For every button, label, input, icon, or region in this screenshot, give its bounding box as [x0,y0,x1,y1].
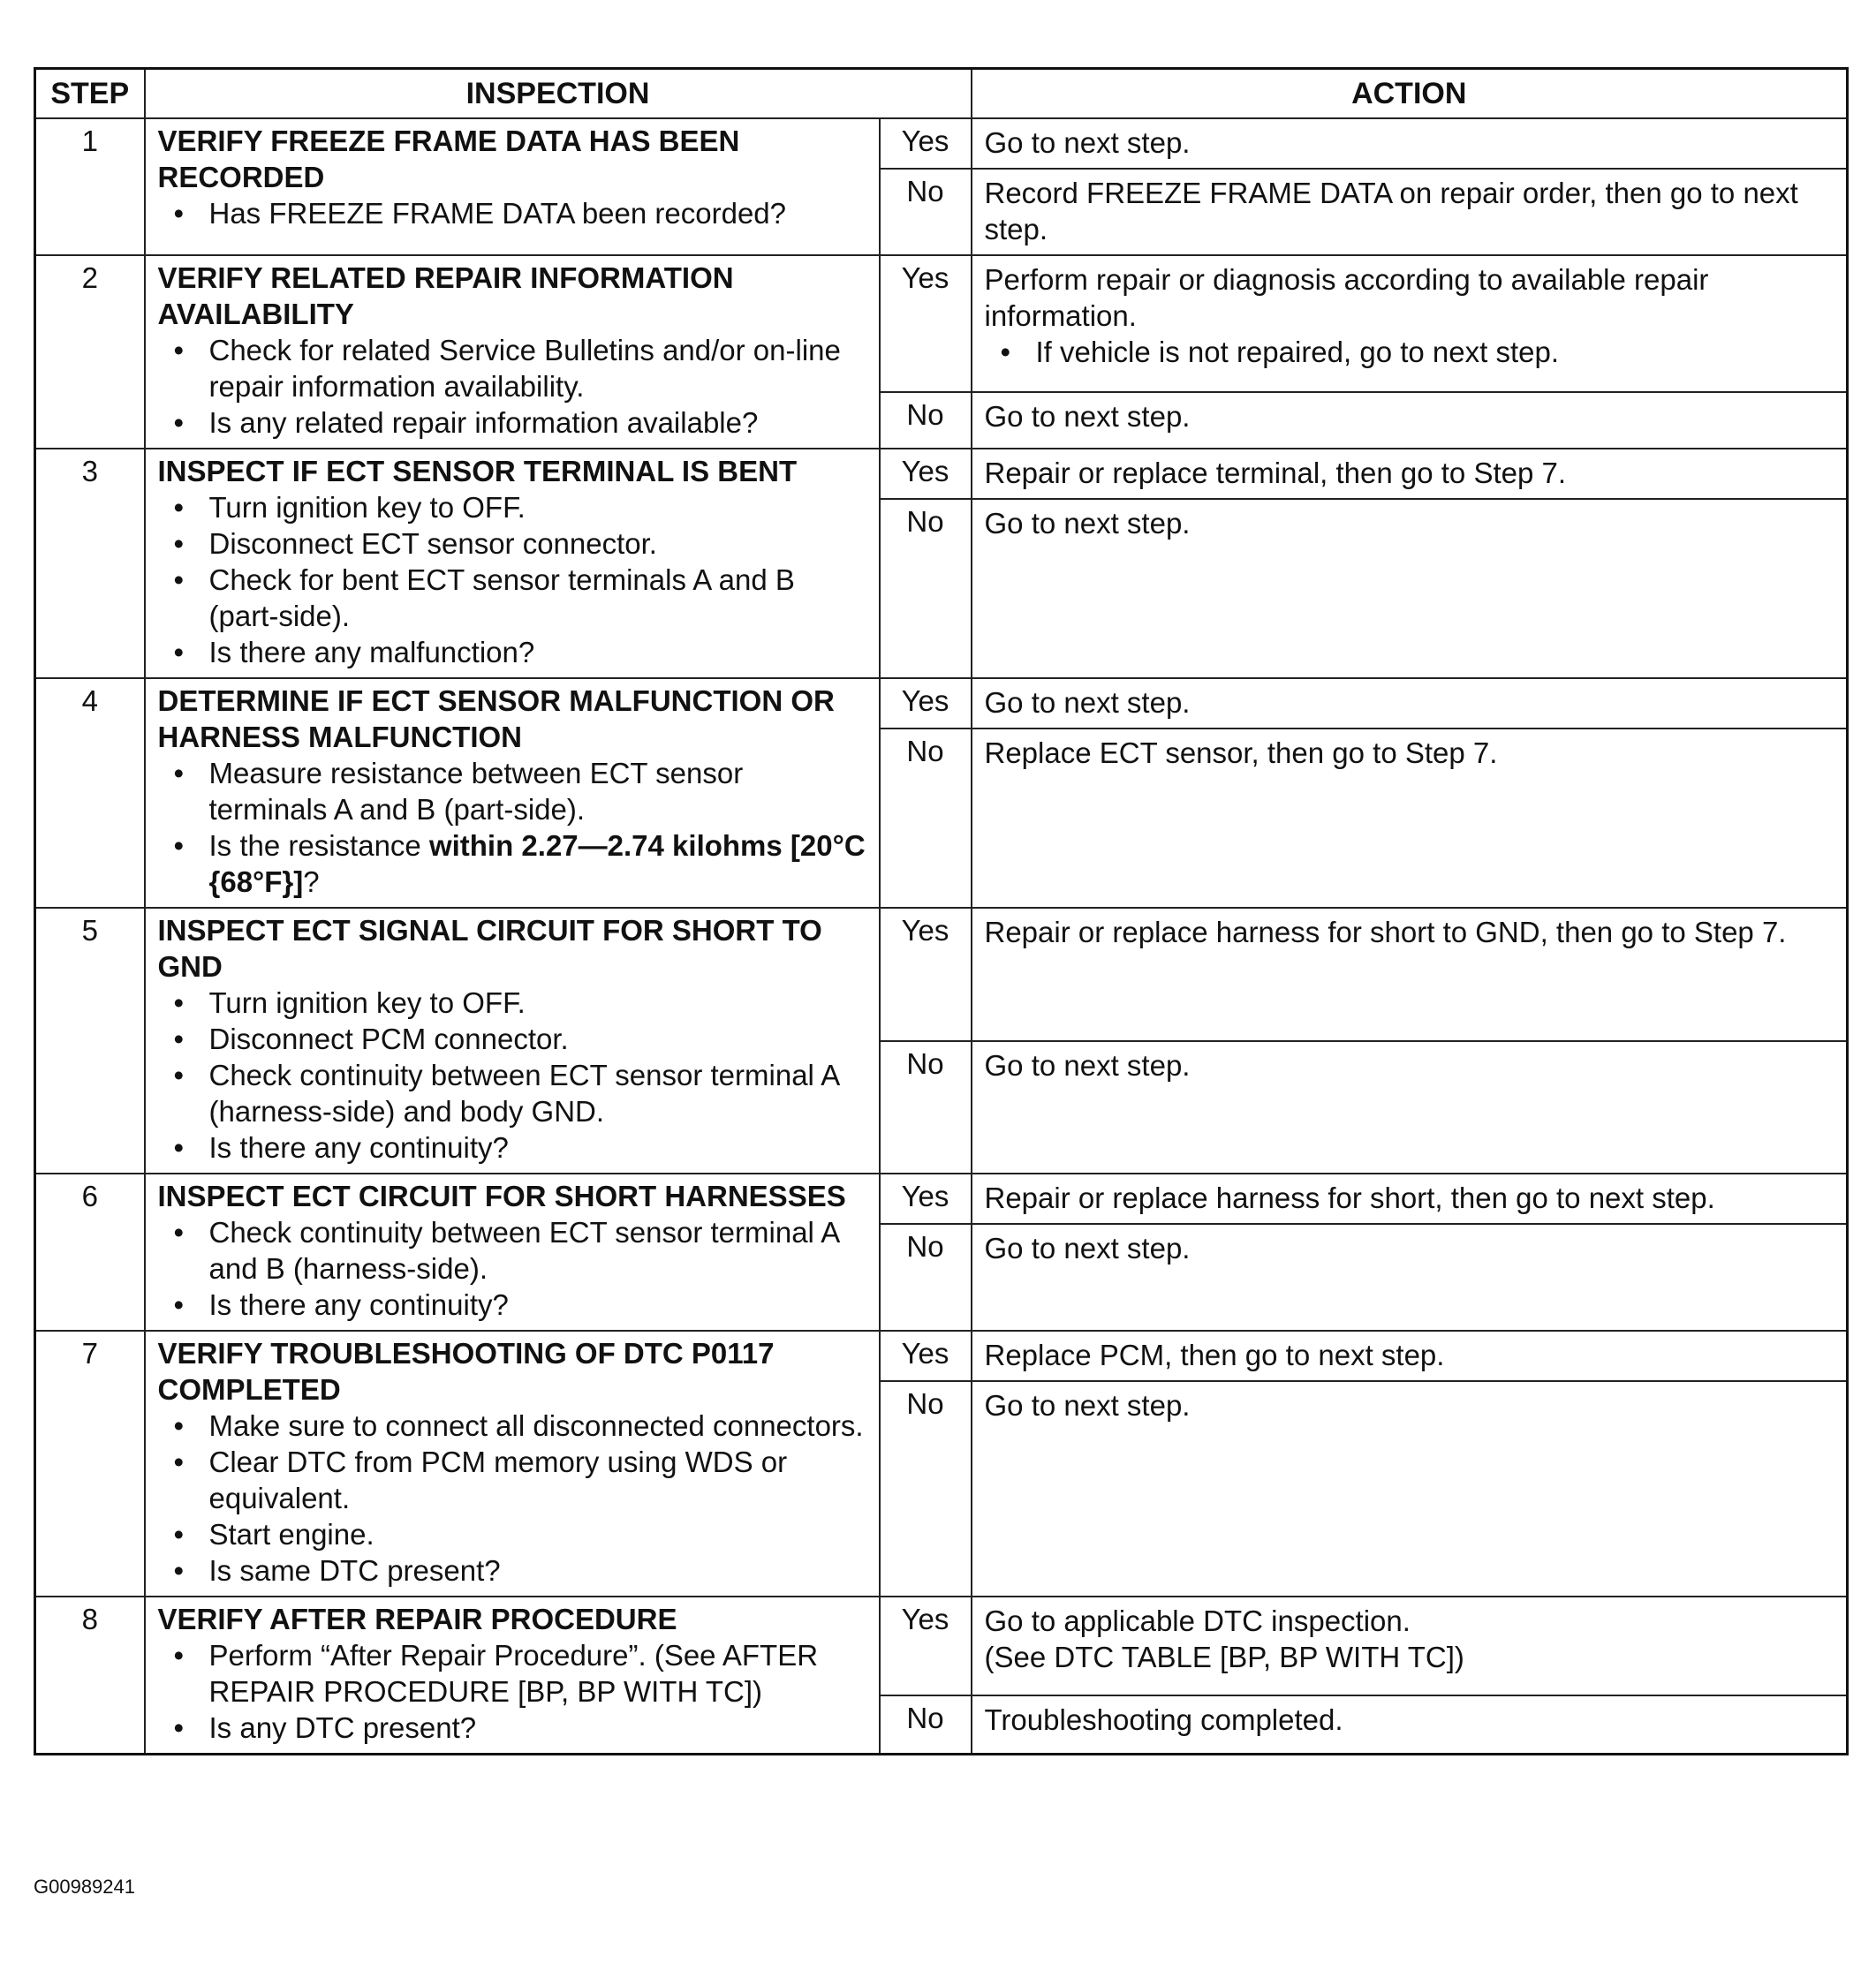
step-title: INSPECT IF ECT SENSOR TERMINAL IS BENT [157,455,798,487]
inspection-bullet: • Check continuity between ECT sensor terminal A and B (harness-side). [209,1214,866,1287]
answer-no: No [880,729,972,908]
step-8-row-yes [35,1597,1848,1695]
action-yes: Go to next step. [972,118,1848,169]
answer-no: No [880,1695,972,1754]
step-4-row-yes [35,678,1848,729]
inspection-bullet: • Has FREEZE FRAME DATA been recorded? [209,195,866,231]
answer-no: No [880,1041,972,1174]
header-step: STEP [35,69,145,119]
action-no: Replace ECT sensor, then go to Step 7. [972,729,1848,908]
inspection-bullet: • Check for bent ECT sensor terminals A and B (part-side). [209,562,866,634]
inspection-bullet: • Is there any continuity? [209,1287,866,1323]
action-yes: Repair or replace harness for short, then go to next step. [972,1174,1848,1224]
action-yes-text: Perform repair or diagnosis according to available repair information. [984,263,1709,332]
inspection-bullet: • Check continuity between ECT sensor terminal A (harness-side) and body GND. [209,1057,866,1129]
action-bullet: • If vehicle is not repaired, go to next step. [1036,334,1836,370]
answer-yes: Yes [880,118,972,169]
inspection-bullet: • Turn ignition key to OFF. [209,489,866,525]
action-no: Go to next step. [972,1381,1848,1597]
step-inspection [145,908,880,1174]
answer-yes: Yes [880,255,972,392]
step-5-row-yes [35,908,1848,1041]
inspection-bullet: • Turn ignition key to OFF. [209,985,866,1021]
step-number: 2 [35,255,145,449]
action-yes [972,1597,1848,1695]
action-no: Troubleshooting completed. [972,1695,1848,1754]
step-inspection [145,1597,880,1755]
inspection-bullet: • Disconnect PCM connector. [209,1021,866,1057]
step-inspection [145,1174,880,1331]
answer-no: No [880,1224,972,1331]
step-6-row-yes [35,1174,1848,1224]
step-number: 1 [35,118,145,255]
step-number: 3 [35,449,145,678]
inspection-bullet: • Perform “After Repair Procedure”. (See AFTER REPAIR PROCEDURE [BP, BP WITH TC]) [209,1637,866,1710]
step-inspection [145,449,880,678]
step-1-row-yes [35,118,1848,169]
action-yes: Replace PCM, then go to next step. [972,1331,1848,1381]
answer-yes: Yes [880,908,972,1041]
inspection-bullet: • Is any DTC present? [209,1710,866,1746]
step-title: VERIFY AFTER REPAIR PROCEDURE [157,1603,677,1635]
header-inspection: INSPECTION [145,69,972,119]
step-inspection [145,118,880,255]
inspection-bullet: • Start engine. [209,1516,866,1552]
inspection-bullet: • Disconnect ECT sensor connector. [209,525,866,562]
action-yes [972,255,1848,392]
inspection-bullet: • Is any related repair information available? [209,404,866,441]
step-number: 4 [35,678,145,908]
resistance-spec: within 2.27—2.74 kilohms [20°C {68°F}] [208,829,866,898]
resistance-prefix: Is the resistance [208,829,429,862]
answer-no: No [880,392,972,449]
step-inspection [145,1331,880,1597]
step-number: 8 [35,1597,145,1755]
inspection-bullet: • Clear DTC from PCM memory using WDS or equivalent. [209,1444,866,1516]
header-action: ACTION [972,69,1848,119]
answer-yes: Yes [880,1174,972,1224]
inspection-bullet: • Is there any malfunction? [209,634,866,670]
answer-no: No [880,499,972,678]
step-title: VERIFY TROUBLESHOOTING OF DTC P0117 COMPLETED [157,1337,775,1406]
answer-no: No [880,1381,972,1597]
step-title: VERIFY FREEZE FRAME DATA HAS BEEN RECORDED [157,125,740,193]
answer-no: No [880,169,972,255]
answer-yes: Yes [880,678,972,729]
step-title: DETERMINE IF ECT SENSOR MALFUNCTION OR HARNESS MALFUNCTION [157,684,835,753]
figure-code: G00989241 [34,1876,135,1898]
action-no: Go to next step. [972,392,1848,449]
resistance-suffix: ? [303,865,320,898]
step-number: 7 [35,1331,145,1597]
action-yes: Go to next step. [972,678,1848,729]
step-title: INSPECT ECT SIGNAL CIRCUIT FOR SHORT TO GND [157,914,822,983]
step-2-row-yes [35,255,1848,392]
answer-yes: Yes [880,1331,972,1381]
table-header-row [35,69,1848,119]
step-3-row-yes [35,449,1848,499]
step-inspection [145,255,880,449]
answer-yes: Yes [880,1597,972,1695]
action-no: Go to next step. [972,1041,1848,1174]
inspection-bullet: • Measure resistance between ECT sensor terminals A and B (part-side). [209,755,866,827]
step-title: VERIFY RELATED REPAIR INFORMATION AVAILABILITY [157,261,734,330]
inspection-bullet [209,827,866,900]
inspection-bullet: • Is there any continuity? [209,1129,866,1166]
step-title: INSPECT ECT CIRCUIT FOR SHORT HARNESSES [157,1180,846,1212]
inspection-bullet: • Make sure to connect all disconnected connectors. [209,1408,866,1444]
step-number: 5 [35,908,145,1174]
step-number: 6 [35,1174,145,1331]
inspection-bullet: • Is same DTC present? [209,1552,866,1589]
step-7-row-yes [35,1331,1848,1381]
inspection-bullet: • Check for related Service Bulletins and/or on-line repair information availability. [209,332,866,404]
action-yes-text: Go to applicable DTC inspection. [984,1604,1411,1637]
diagnostic-table [34,67,1849,1755]
action-yes-reference: (See DTC TABLE [BP, BP WITH TC]) [984,1641,1464,1673]
action-no: Go to next step. [972,1224,1848,1331]
action-yes: Repair or replace harness for short to GND, then go to Step 7. [972,908,1848,1041]
answer-yes: Yes [880,449,972,499]
action-no: Go to next step. [972,499,1848,678]
step-inspection [145,678,880,908]
action-no: Record FREEZE FRAME DATA on repair order, then go to next step. [972,169,1848,255]
action-yes: Repair or replace terminal, then go to Step 7. [972,449,1848,499]
